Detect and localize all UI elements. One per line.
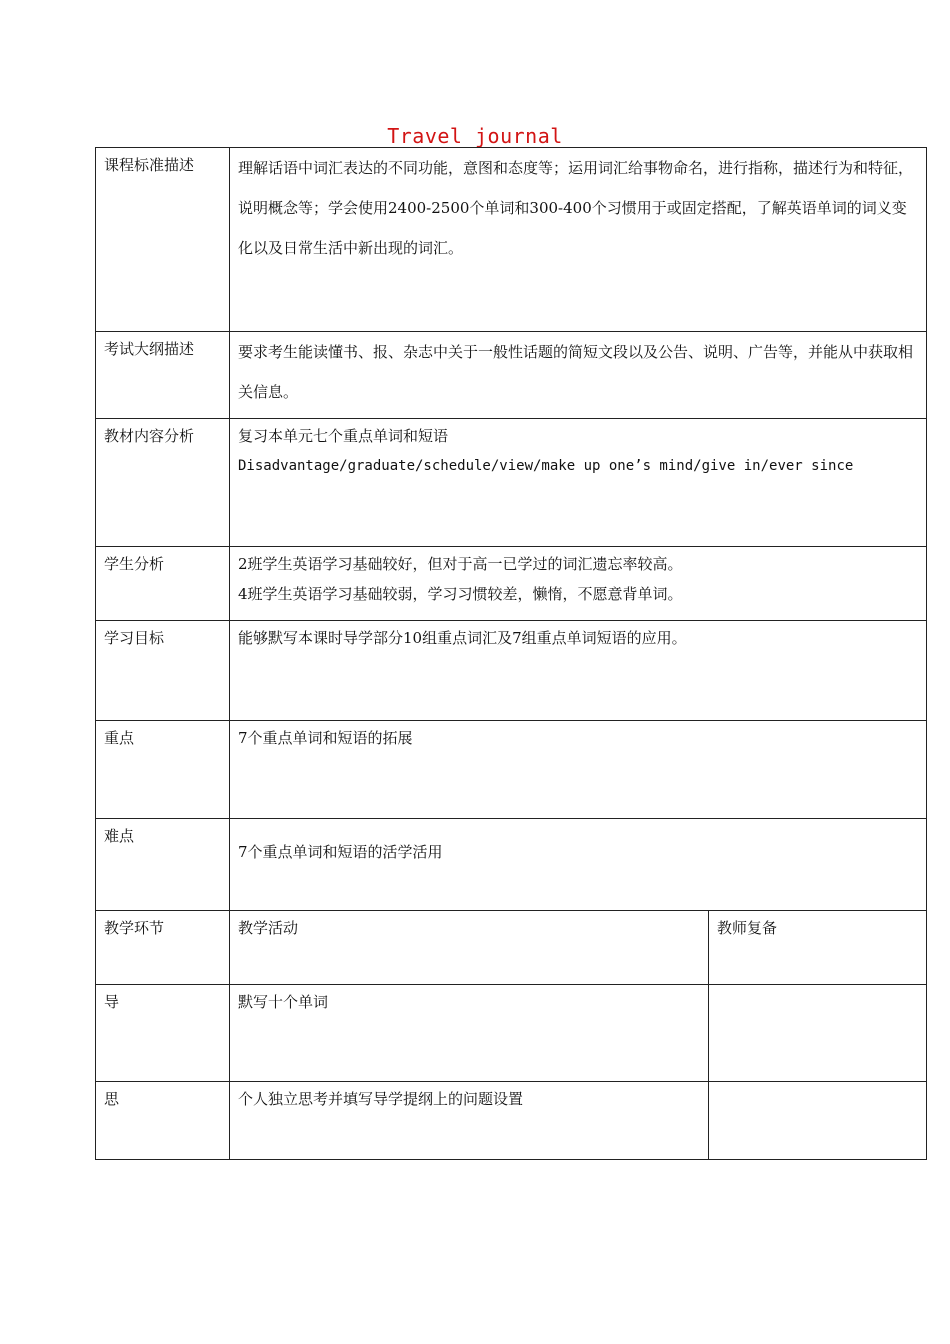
row-text: 4班学生英语学习基础较弱，学习习惯较差，懒惰，不愿意背单词。 bbox=[238, 585, 683, 603]
row-text: 7个重点单词和短语的活学活用 bbox=[238, 843, 443, 861]
row-content bbox=[230, 332, 927, 419]
header-step: 教学环节 bbox=[96, 911, 230, 985]
row-text: Disadvantage/graduate/schedule/view/make up one’s mind/give in/ever since bbox=[238, 458, 854, 474]
step-teacher-notes bbox=[709, 985, 927, 1082]
row-content bbox=[230, 547, 927, 621]
table-row bbox=[96, 721, 927, 819]
table-row bbox=[96, 148, 927, 332]
lesson-plan-table bbox=[95, 147, 927, 1160]
step-label: 导 bbox=[96, 985, 230, 1082]
table-row bbox=[96, 419, 927, 547]
row-label: 考试大纲描述 bbox=[96, 332, 230, 419]
row-content bbox=[230, 721, 927, 819]
step-activity: 个人独立思考并填写导学提纲上的问题设置 bbox=[230, 1082, 709, 1160]
row-label: 学习目标 bbox=[96, 621, 230, 721]
row-content bbox=[230, 621, 927, 721]
table-row bbox=[96, 621, 927, 721]
table-row bbox=[96, 1082, 927, 1160]
row-text: 要求考生能读懂书、报、杂志中关于一般性话题的简短文段以及公告、说明、广告等，并能从中获取相关信息。 bbox=[238, 343, 914, 401]
row-label: 教材内容分析 bbox=[96, 419, 230, 547]
table-row bbox=[96, 819, 927, 911]
table-row bbox=[96, 985, 927, 1082]
row-label: 课程标准描述 bbox=[96, 148, 230, 332]
step-label: 思 bbox=[96, 1082, 230, 1160]
row-content bbox=[230, 819, 927, 911]
step-activity: 默写十个单词 bbox=[230, 985, 709, 1082]
step-teacher-notes bbox=[709, 1082, 927, 1160]
table-row bbox=[96, 547, 927, 621]
page-title: Travel journal bbox=[387, 124, 563, 148]
header-teacher-notes: 教师复备 bbox=[709, 911, 927, 985]
row-label: 难点 bbox=[96, 819, 230, 911]
row-text: 理解话语中词汇表达的不同功能，意图和态度等；运用词汇给事物命名，进行指称，描述行为和特征，说明概念等；学会使用2400-2500个单词和300-400个习惯用于或固定搭配，了解英语单词的词义变化以及日常生活中新出现的词汇。 bbox=[238, 159, 914, 257]
header-activity: 教学活动 bbox=[230, 911, 709, 985]
row-text: 复习本单元七个重点单词和短语 bbox=[238, 427, 449, 445]
row-text: 2班学生英语学习基础较好，但对于高一已学过的词汇遗忘率较高。 bbox=[238, 555, 683, 573]
row-content bbox=[230, 419, 927, 547]
row-content bbox=[230, 148, 927, 332]
row-label: 重点 bbox=[96, 721, 230, 819]
steps-header-row bbox=[96, 911, 927, 985]
row-label: 学生分析 bbox=[96, 547, 230, 621]
row-text: 能够默写本课时导学部分10组重点词汇及7组重点单词短语的应用。 bbox=[238, 629, 687, 647]
row-text: 7个重点单词和短语的拓展 bbox=[238, 729, 413, 747]
table-row bbox=[96, 332, 927, 419]
